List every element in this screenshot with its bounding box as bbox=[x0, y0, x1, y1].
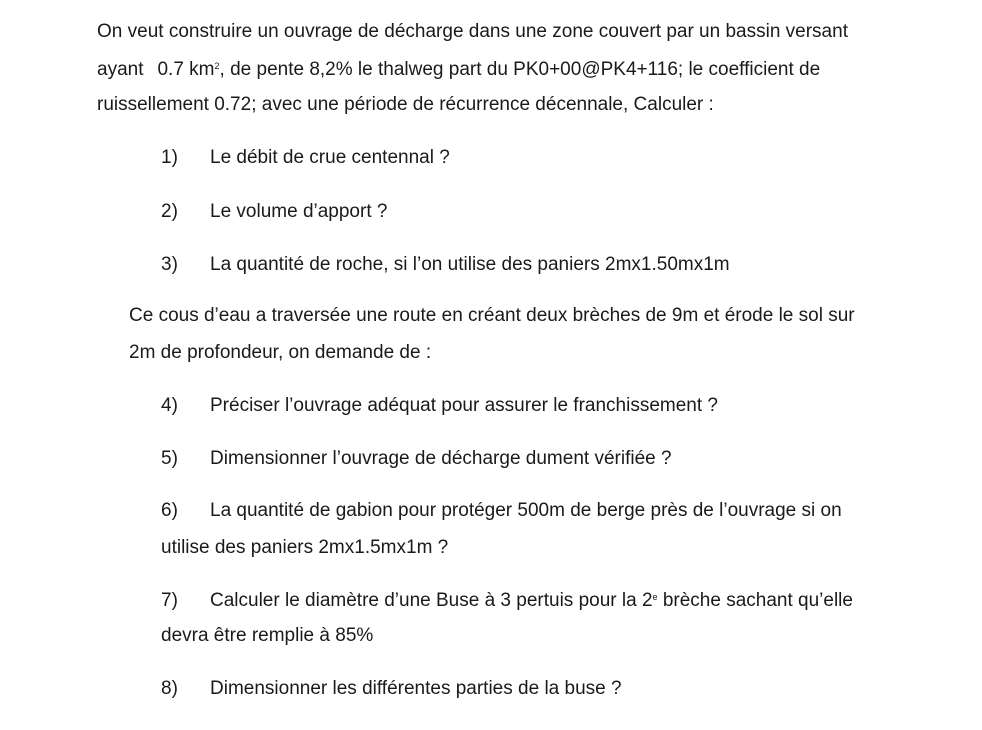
para2-line-2: 2m de profondeur, on demande de : bbox=[129, 342, 432, 363]
intro-line-2 bbox=[97, 58, 820, 82]
question-1 bbox=[161, 146, 450, 170]
question-text: La quantité de gabion pour protéger 500m de berge près de l’ouvrage si on bbox=[210, 500, 842, 521]
intro-line-1: On veut construire un ouvrage de décharge dans une zone couvert par un bassin versant bbox=[97, 21, 848, 42]
question-text-start: Calculer le diamètre d’une Buse à 3 pertuis pour la 2 bbox=[210, 590, 653, 611]
question-text: La quantité de roche, si l’on utilise des paniers 2mx1.50mx1m bbox=[210, 254, 730, 275]
question-text: Dimensionner les différentes parties de la buse ? bbox=[210, 678, 622, 699]
question-number: 6) bbox=[161, 500, 178, 521]
ordinal-superscript: e bbox=[652, 592, 658, 602]
question-6-continuation: utilise des paniers 2mx1.5mx1m ? bbox=[161, 537, 449, 558]
question-text: Dimensionner l’ouvrage de décharge dument vérifiée ? bbox=[210, 448, 672, 469]
question-2 bbox=[161, 200, 387, 224]
question-number: 3) bbox=[161, 254, 178, 275]
question-text: Le volume d’apport ? bbox=[210, 201, 388, 222]
question-number: 2) bbox=[161, 201, 178, 222]
question-text: Le débit de crue centennal ? bbox=[210, 147, 450, 168]
question-number: 5) bbox=[161, 448, 178, 469]
question-number: 7) bbox=[161, 590, 178, 611]
area-exponent: 2 bbox=[214, 61, 220, 71]
question-text-end: brèche sachant qu’elle bbox=[657, 590, 853, 611]
question-7-continuation: devra être remplie à 85% bbox=[161, 625, 374, 646]
question-number: 4) bbox=[161, 395, 178, 416]
area-value: 0.7 km bbox=[157, 59, 215, 80]
question-text: Préciser l’ouvrage adéquat pour assurer le franchissement ? bbox=[210, 395, 718, 416]
intro-line-2-start: ayant bbox=[97, 59, 144, 80]
para2-line-1: Ce cous d’eau a traversée une route en créant deux brèches de 9m et érode le sol sur bbox=[129, 305, 855, 326]
question-5 bbox=[161, 447, 672, 471]
question-6 bbox=[161, 499, 842, 523]
question-number: 1) bbox=[161, 147, 178, 168]
question-7 bbox=[161, 589, 853, 613]
question-4 bbox=[161, 394, 718, 418]
intro-line-2-end: , de pente 8,2% le thalweg part du PK0+00@PK4+116; le coefficient de bbox=[219, 59, 821, 80]
intro-line-3: ruissellement 0.72; avec une période de récurrence décennale, Calculer : bbox=[97, 94, 714, 115]
question-3 bbox=[161, 253, 730, 277]
question-8 bbox=[161, 677, 622, 701]
question-number: 8) bbox=[161, 678, 178, 699]
